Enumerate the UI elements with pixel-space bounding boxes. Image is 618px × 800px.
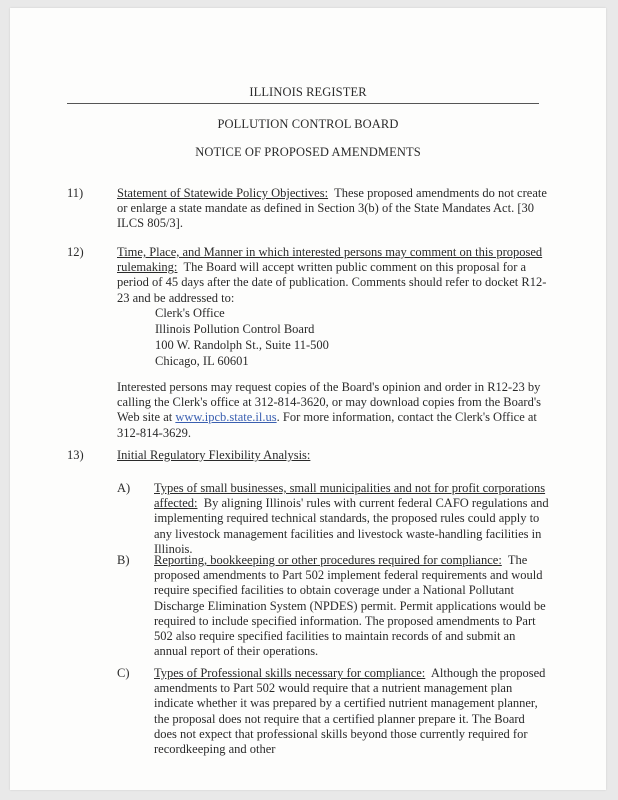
item-12-number: 12) [67,245,84,259]
sub-c-heading: Types of Professional skills necessary for compliance: [154,666,426,680]
item-11-body [117,186,547,232]
sub-a-text: By aligning Illinois' rules with current federal CAFO regulations and implementing required technical standards, the proposed rules could apply to any livestock management facilities and livestock waste-handling facilities in Illinois. [154,496,549,556]
sub-b-letter: B) [117,553,130,567]
sub-a-heading: Types of small businesses, small municipalities and not for profit corporations affected: [154,481,546,511]
copies-text: Interested persons may request copies of the Board's opinion and order in R12-23 by calling the Clerk's office at 312-814-3620, or may download copies from the Board's Web site at [117,380,541,425]
item-11-number: 11) [67,186,84,200]
agency-title: POLLUTION CONTROL BOARD [217,117,399,131]
item-13 [67,448,547,463]
item-13-body [117,448,547,463]
copies-paragraph [117,380,549,441]
sub-c-text: Although the proposed amendments to Part 502 would require that a nutrient management plan indicate whether it was prepared by a certified nutrient management planner, the proposal does not require that a certified planner prepare it. The Board does not expect that professional skills beyond those currently required for recordkeeping and other [154,666,546,757]
address-line-2: Illinois Pollution Control Board [155,322,315,336]
item-11-text: These proposed amendments do not create or enlarge a state mandate as defined in Section 3(b) of the State Mandates Act. [30 ILCS 805/3]. [117,186,547,231]
register-title: ILLINOIS REGISTER [249,85,367,99]
item-13-sub-c [117,666,549,757]
document-page [10,8,606,790]
address-line-3: 100 W. Randolph St., Suite 11-500 [155,338,329,352]
sub-b-text: The proposed amendments to Part 502 implement federal requirements and would require specified facilities to obtain coverage under a National Pollutant Discharge Elimination System (NPDES) permit. Permit applications would be required to include specified information. The proposed amendments to Part 502 also require specified facilities to maintain records of and submit an annual report of their operations. [154,553,546,659]
address-line-4: Chicago, IL 60601 [155,354,249,368]
address-line-1: Clerk's Office [155,306,225,320]
sub-c-body [154,666,549,757]
mailing-address [155,305,329,369]
sub-a-letter: A) [117,481,131,495]
item-12-text: The Board will accept written public comment on this proposal for a period of 45 days after the date of publication. Comments should refer to docket R12-23 and be addressed to: [117,260,547,305]
copies-text-end: . For more information, contact the Clerk's Office at 312-814-3629. [117,410,537,440]
item-13-sub-a [117,481,549,557]
notice-title: NOTICE OF PROPOSED AMENDMENTS [195,145,421,159]
sub-c-letter: C) [117,666,130,680]
item-12 [67,245,547,306]
header-rule [67,103,539,104]
board-website-link[interactable]: www.ipcb.state.il.us [175,410,277,425]
item-13-sub-b [117,553,549,659]
sub-b-heading: Reporting, bookkeeping or other procedures required for compliance: [154,553,502,567]
sub-b-body [154,553,549,659]
sub-a-body [154,481,549,557]
item-11 [67,186,547,232]
item-12-body [117,245,547,306]
item-13-number: 13) [67,448,84,462]
item-12-heading: Time, Place, and Manner in which interested persons may comment on this proposed rulemaking: [117,245,543,275]
item-13-heading: Initial Regulatory Flexibility Analysis: [117,448,311,462]
item-11-heading: Statement of Statewide Policy Objectives: [117,186,329,200]
